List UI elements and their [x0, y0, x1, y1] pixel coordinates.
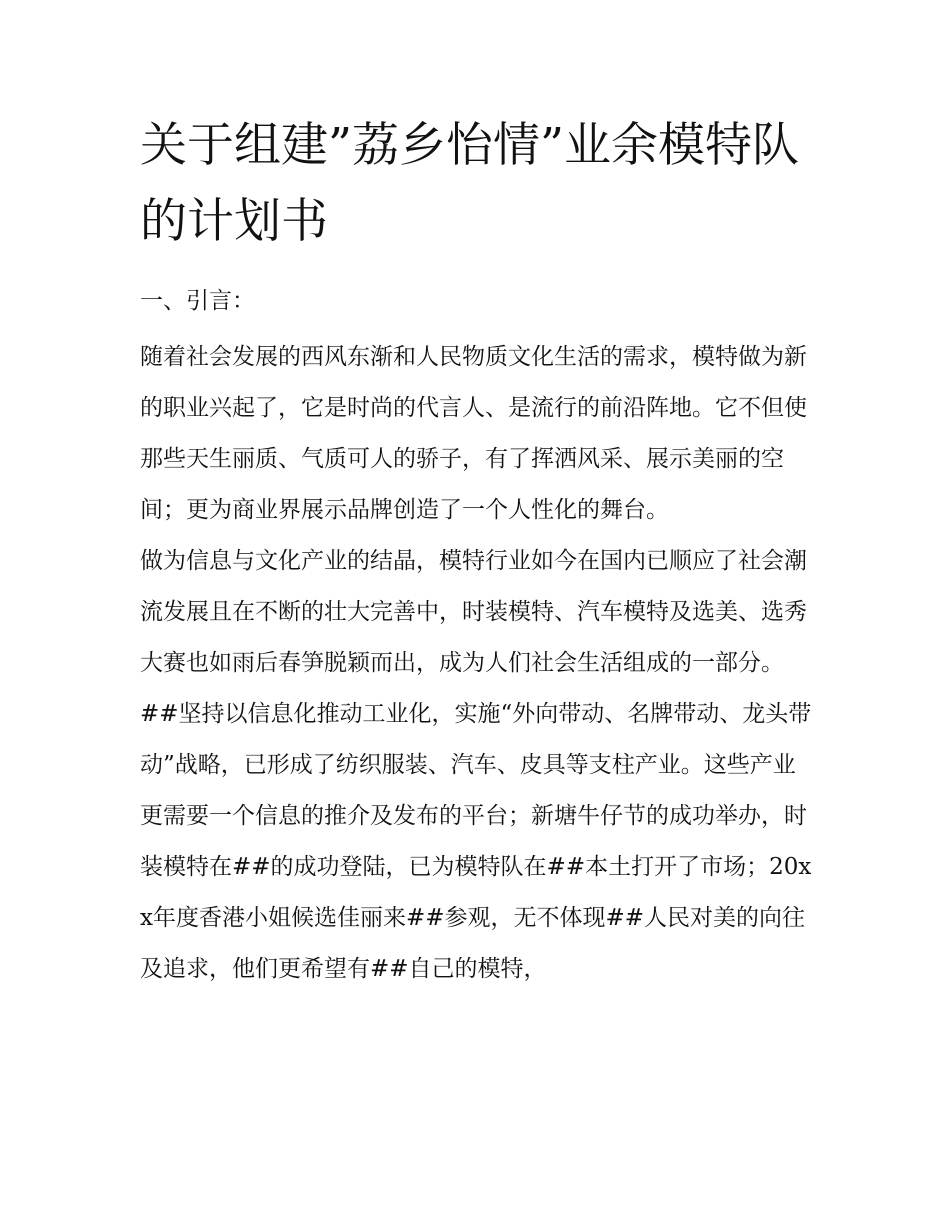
paragraph-3: ##坚持以信息化推动工业化，实施“外向带动、名牌带动、龙头带动”战略，已形成了纺织服装、汽车、皮具等支柱产业。这些产业更需要一个信息的推介及发布的平台；新塘牛仔节的成功举办，时装模特在##的成功登陆，已为模特队在##本土打开了市场；20xx年度香港小姐候选佳丽来##参观，无不体现##人民对美的向往及追求，他们更希望有##自己的模特， [140, 701, 812, 982]
paragraph-1: 随着社会发展的西风东渐和人民物质文化生活的需求，模特做为新的职业兴起了，它是时尚的代言人、是流行的前沿阵地。它不但使那些天生丽质、气质可人的骄子，有了挥洒风采、展示美丽的空间；更为商业界展示品牌创造了一个人性化的舞台。 [140, 344, 807, 523]
paragraph-2: 做为信息与文化产业的结晶，模特行业如今在国内已顺应了社会潮流发展且在不断的壮大完善中，时装模特、汽车模特及选美、选秀大赛也如雨后春笋脱颖而出，成为人们社会生活组成的一部分。 [140, 548, 807, 676]
section-heading-introduction: 一、引言： [140, 288, 255, 314]
document-title: 关于组建”荔乡怡情”业余模特队的计划书 [140, 118, 800, 249]
document-body [140, 332, 812, 995]
